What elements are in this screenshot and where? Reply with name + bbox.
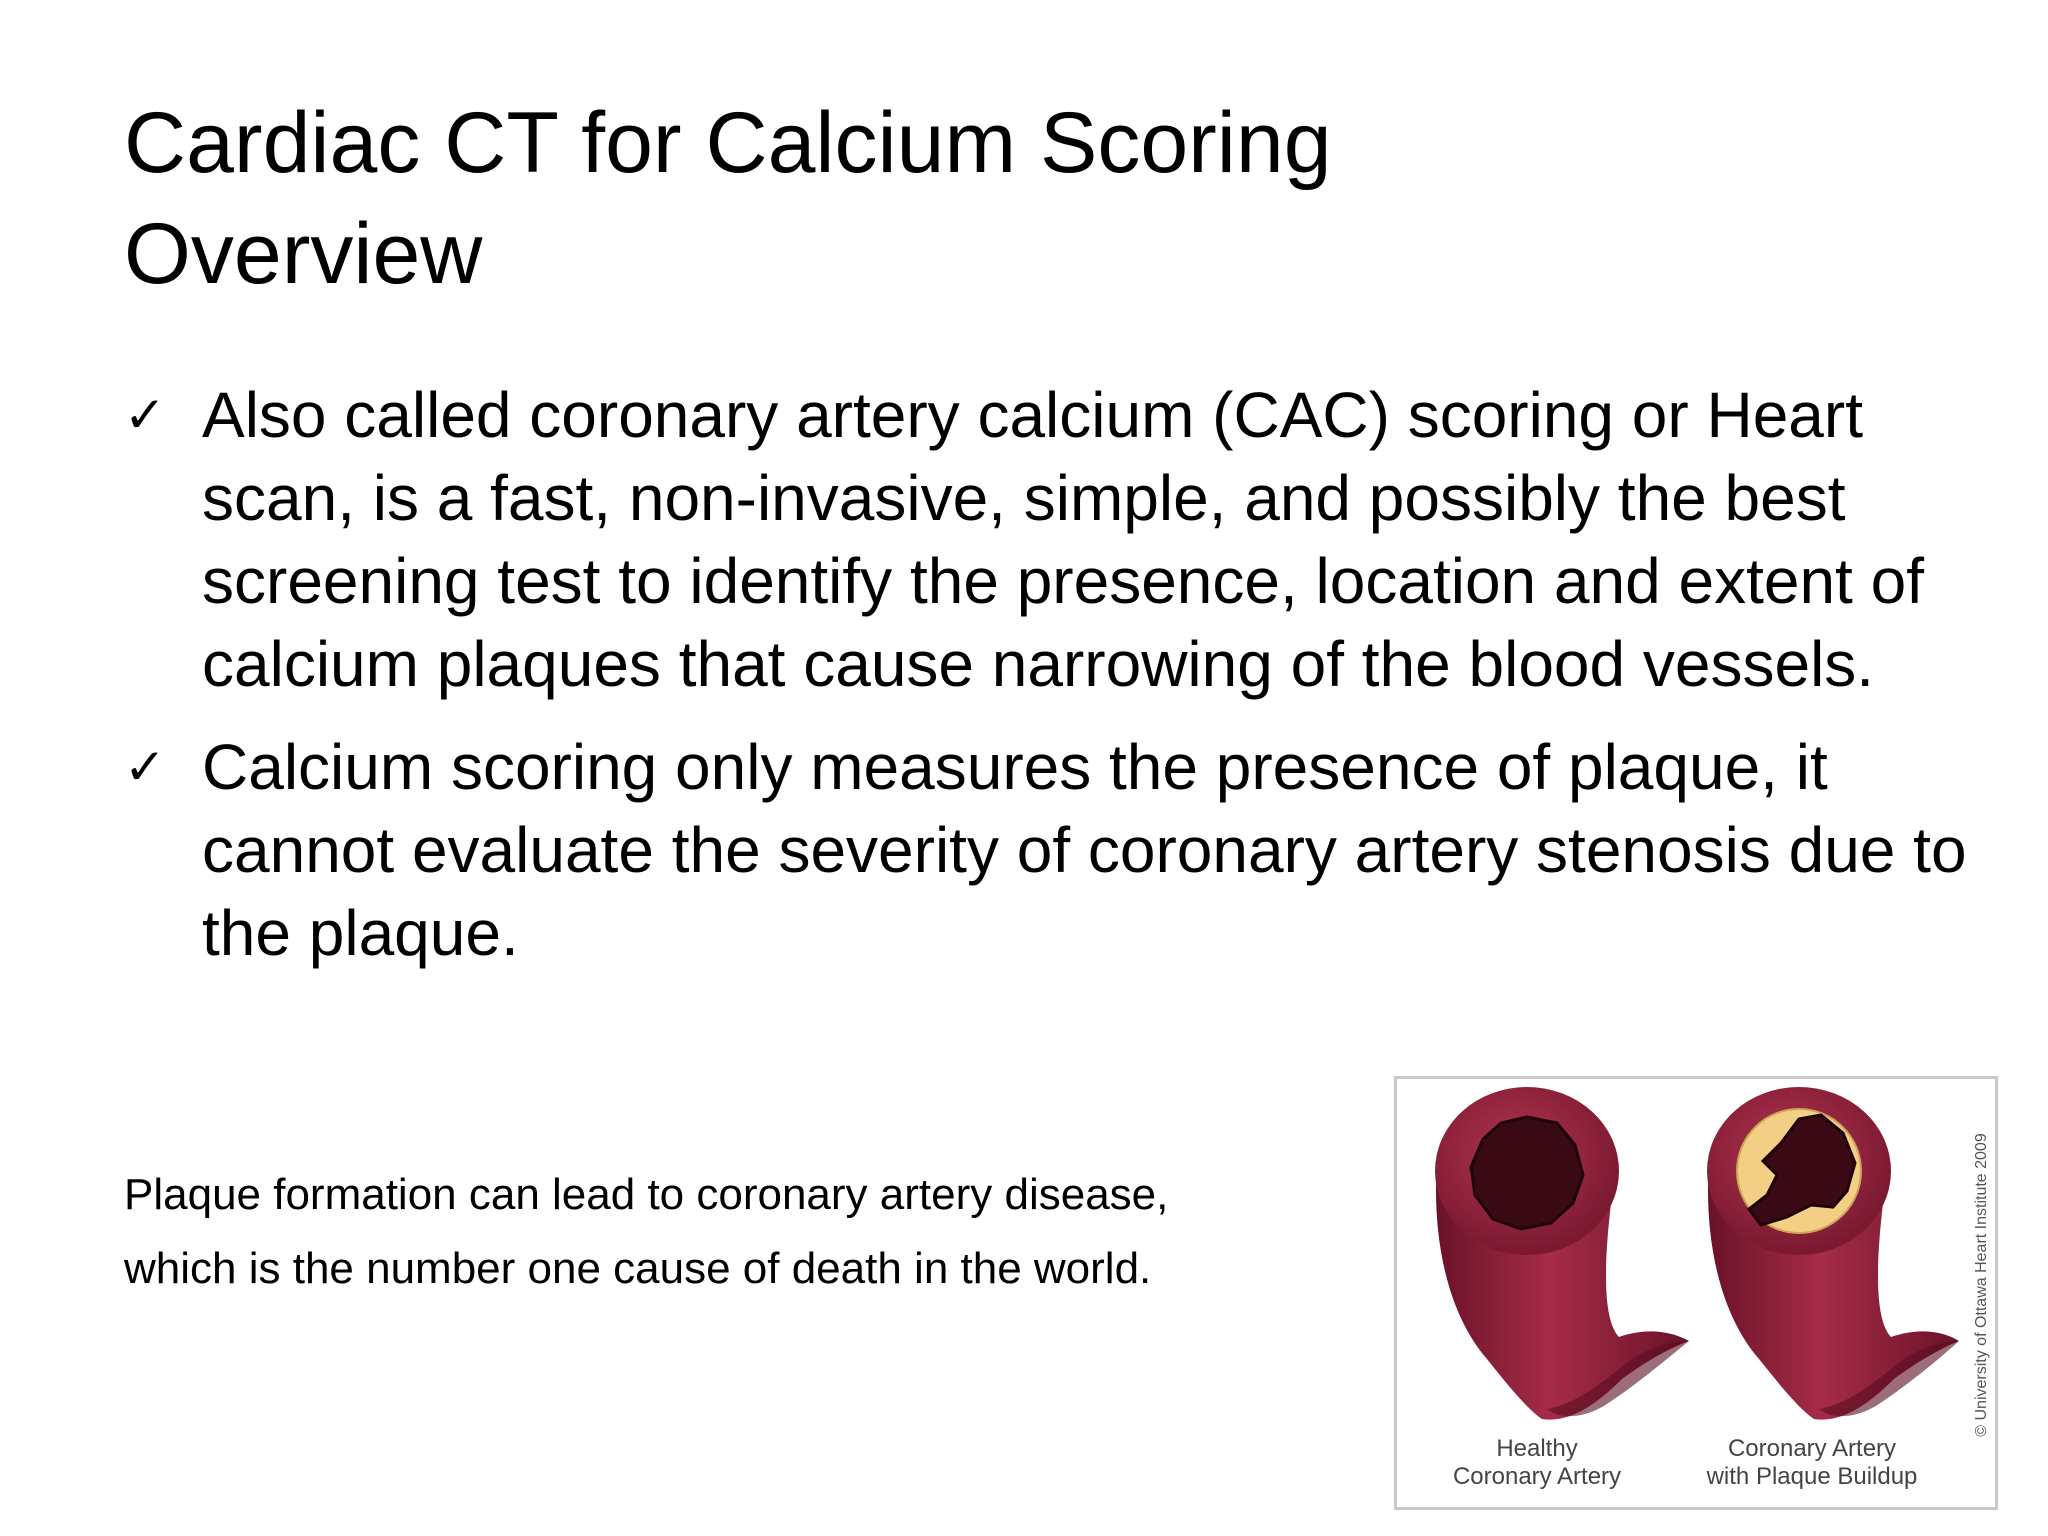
bullet-text: Calcium scoring only measures the presence of plaque, it cannot evaluate the severity of coronary artery stenosis due to the plaque. — [202, 731, 1967, 969]
healthy-artery-label: Healthy Coronary Artery — [1452, 1435, 1622, 1490]
bullet-text: Also called coronary artery calcium (CAC) scoring or Heart scan, is a fast, non-invasive, simple, and possibly the best screening test to identify the presence, location and extent of calcium plaques that cause narrowing of the blood vessels. — [202, 379, 1924, 700]
image-credit: © University of Ottawa Heart Institute 2009 — [1973, 1133, 1990, 1437]
plaque-artery-label: Coronary Artery with Plaque Buildup — [1706, 1435, 1918, 1490]
plaque-caption — [124, 1158, 1364, 1306]
plaque-artery — [1707, 1087, 1959, 1420]
checkmark-icon: ✓ — [124, 738, 166, 796]
bullet-list — [124, 374, 2014, 995]
slide-title — [124, 88, 1624, 310]
caption-line-1: Plaque formation can lead to coronary artery disease, — [124, 1170, 1169, 1219]
bullet-item-calcium-scoring-limit — [124, 726, 2014, 975]
title-line-2: Overview — [124, 206, 483, 302]
title-line-1: Cardiac CT for Calcium Scoring — [124, 95, 1332, 191]
checkmark-icon: ✓ — [124, 386, 166, 444]
bullet-item-cac-definition — [124, 374, 2014, 706]
artery-illustration — [1394, 1076, 1998, 1510]
healthy-artery — [1435, 1087, 1689, 1420]
caption-line-2: which is the number one cause of death in the world. — [124, 1244, 1152, 1293]
